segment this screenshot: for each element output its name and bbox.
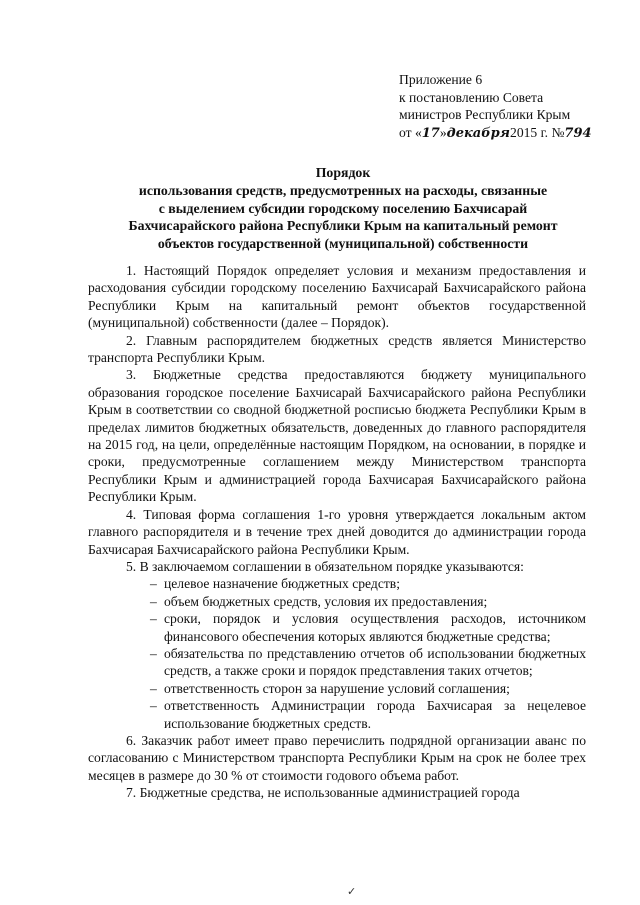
title-line-3: с выделением субсидии городскому поселению Бахчисарай xyxy=(158,200,528,216)
agreement-items-list xyxy=(88,575,586,732)
handwritten-month: декабря xyxy=(446,125,511,141)
list-item xyxy=(150,645,586,680)
title-line-1: Порядок xyxy=(315,165,371,180)
list-item-text: объем бюджетных средств, условия их предоставления; xyxy=(164,593,488,609)
list-item-text: ответственность Администрации города Бахчисарая за нецелевое использование бюджетных средств. xyxy=(164,698,586,731)
paragraph-1: 1. Настоящий Порядок определяет условия и механизм предоставления и расходования субсидии городскому поселению Бахчисарай Бахчисарайского района Республики Крым на капитальный ремонт объектов государственной (муниципальной) собственности (далее – Порядок). xyxy=(88,263,586,331)
list-item-text: сроки, порядок и условия осуществления расходов, источником финансового обеспечения которых являются бюджетные средства; xyxy=(164,611,586,644)
annex-date-line xyxy=(399,124,619,143)
list-item-text: целевое назначение бюджетных средств; xyxy=(164,576,400,592)
date-mid: » xyxy=(439,124,447,140)
dash-bullet: – xyxy=(150,611,157,627)
list-item-text: ответственность сторон за нарушение условий соглашения; xyxy=(164,680,510,696)
paragraph-7: 7. Бюджетные средства, не использованные администрацией города xyxy=(126,785,520,801)
document-body xyxy=(88,262,586,802)
title-line-5: объектов государственной (муниципальной) собственности xyxy=(157,236,529,252)
handwritten-number: 794 xyxy=(564,125,592,141)
handwritten-day: 17 xyxy=(421,125,440,141)
document-title xyxy=(88,164,598,253)
date-prefix: от « xyxy=(399,124,422,140)
handwritten-checkmark: ✓ xyxy=(347,886,357,898)
title-line-4: Бахчисарайского района Республики Крым на капитальный ремонт xyxy=(128,218,558,234)
list-item xyxy=(150,575,586,592)
paragraph-5: 5. В заключаемом соглашении в обязательном порядке указываются: xyxy=(126,558,524,574)
paragraph-6: 6. Заказчик работ имеет право перечислить подрядной организации аванс по согласованию с Министерством транспорта Республики Крым на срок не более трех месяцев в размере до 30 % от стоимости годового объема работ. xyxy=(88,732,586,783)
list-item xyxy=(150,593,586,610)
dash-bullet: – xyxy=(150,576,157,592)
list-item xyxy=(150,697,586,732)
paragraph-3: 3. Бюджетные средства предоставляются бюджету муниципального образования городское поселение Бахчисарай Бахчисарайского района Республики Крым в соответствии со сводной бюджетной росписью бюджета Республики Крым в пределах лимитов бюджетных обязательств, доведенных до главного распорядителя на 2015 год, на цели, определённые настоящим Порядком, на основании, в порядке и сроки, предусмотренные соглашением между Министерством транспорта Республики Крым и администрацией города Бахчисарая Бахчисарайского района Республики Крым. xyxy=(88,367,586,505)
dash-bullet: – xyxy=(150,645,157,661)
annex-authority: министров Республики Крым xyxy=(399,107,571,123)
paragraph-4: 4. Типовая форма соглашения 1-го уровня утверждается локальным актом главного распорядителя и в течение трех дней доводится до администрации города Бахчисарая Бахчисарайского района Республики Крым. xyxy=(88,506,586,557)
list-item xyxy=(150,610,586,645)
annex-reference: к постановлению Совета xyxy=(399,89,544,105)
list-item-text: обязательства по представлению отчетов об использовании бюджетных средств, а также сроки и порядок представления таких отчетов; xyxy=(164,645,586,679)
paragraph-2: 2. Главным распорядителем бюджетных средств является Министерство транспорта Республики Крым. xyxy=(88,332,586,366)
dash-bullet: – xyxy=(150,593,157,609)
dash-bullet: – xyxy=(150,680,157,696)
date-year: 2015 г. № xyxy=(510,124,565,140)
annex-title: Приложение 6 xyxy=(399,72,483,87)
title-line-2: использования средств, предусмотренных на расходы, связанные xyxy=(138,182,548,198)
list-item xyxy=(150,680,586,697)
dash-bullet: – xyxy=(150,698,157,714)
annex-header xyxy=(399,71,619,142)
